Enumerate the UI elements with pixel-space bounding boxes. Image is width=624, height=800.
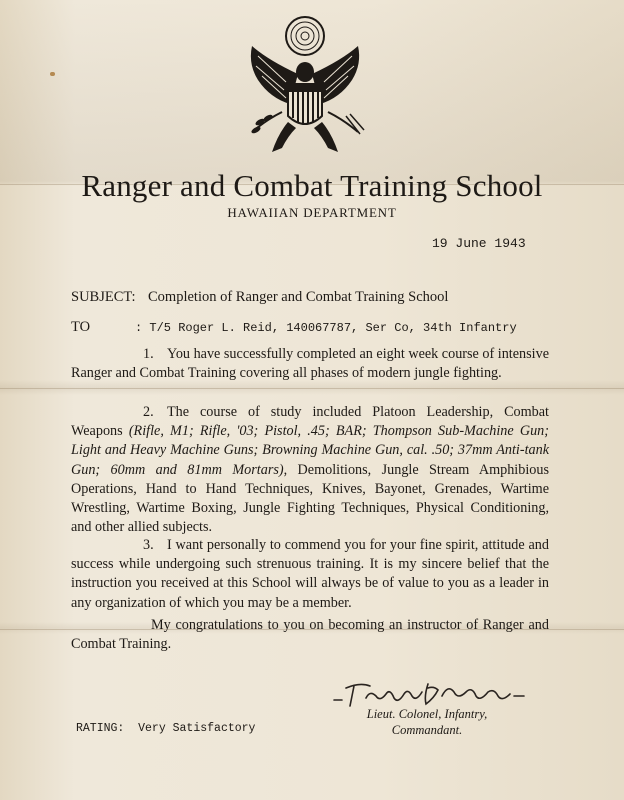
paragraph-2 <box>71 403 549 537</box>
paragraph-text: The course of study included Platoon Leadership, Combat Weapons <box>71 404 549 440</box>
paragraph-number: 2. <box>143 404 154 420</box>
paragraph-1 <box>71 345 549 383</box>
to-label: TO <box>71 319 91 335</box>
paragraph-4 <box>71 616 549 654</box>
rating-value: Very Satisfactory <box>138 722 256 735</box>
paper-stain <box>50 72 55 76</box>
recipient-line <box>71 318 517 336</box>
paragraph-number: 1. <box>143 346 154 362</box>
signer-title <box>352 706 502 738</box>
signer-rank: Lieut. Colonel, Infantry, <box>366 707 488 721</box>
paragraph-text: , Demolitions, Jungle Stream Amphibious Operations, Hand to Hand Techniques, Knives, Bayonet, Grenades, Wartime Wrestling, Wartime Boxing, Jungle Fighting Techniques, Physical Conditioning, and other allied subjects. <box>71 461 549 536</box>
letter-date: 19 June 1943 <box>432 236 526 251</box>
paragraph-text: My congratulations to you on becoming an instructor of Ranger and Combat Training. <box>71 617 549 653</box>
rating-label: RATING: <box>76 722 125 735</box>
subject-line <box>71 289 448 306</box>
recipient: : T/5 Roger L. Reid, 140067787, Ser Co, 34th Infantry <box>135 321 517 335</box>
signer-position: Commandant. <box>391 723 463 737</box>
subject-label: SUBJECT: <box>71 289 136 305</box>
paragraph-text: I want personally to commend you for your fine spirit, attitude and success while undergoing such strenuous training. It is my sincere belief that the instruction you received at this School will always be of value to you as a leader in any organization of which you may be a member. <box>71 537 549 611</box>
department-name: HAWAIIAN DEPARTMENT <box>227 205 397 220</box>
paragraph-text: You have successfully completed an eight week course of intensive Ranger and Combat Training covering all phases of modern jungle fighting. <box>71 346 549 382</box>
paragraph-number: 3. <box>143 537 154 553</box>
rating-line <box>76 722 255 735</box>
paper-fold <box>0 388 624 389</box>
subject-text: Completion of Ranger and Combat Training School <box>148 289 449 305</box>
school-title: Ranger and Combat Training School <box>81 168 543 203</box>
great-seal-eagle-icon <box>238 12 372 160</box>
paragraph-3 <box>71 536 549 613</box>
weapons-list: (Rifle, M1; Rifle, '03; Pistol, .45; BAR; Thompson Sub-Machine Gun; Light and Heavy Machine Guns; Browning Machine Gun, cal. .50; 37mm Anti-tank Gun; 60mm and 81mm Mortars) <box>71 423 550 478</box>
